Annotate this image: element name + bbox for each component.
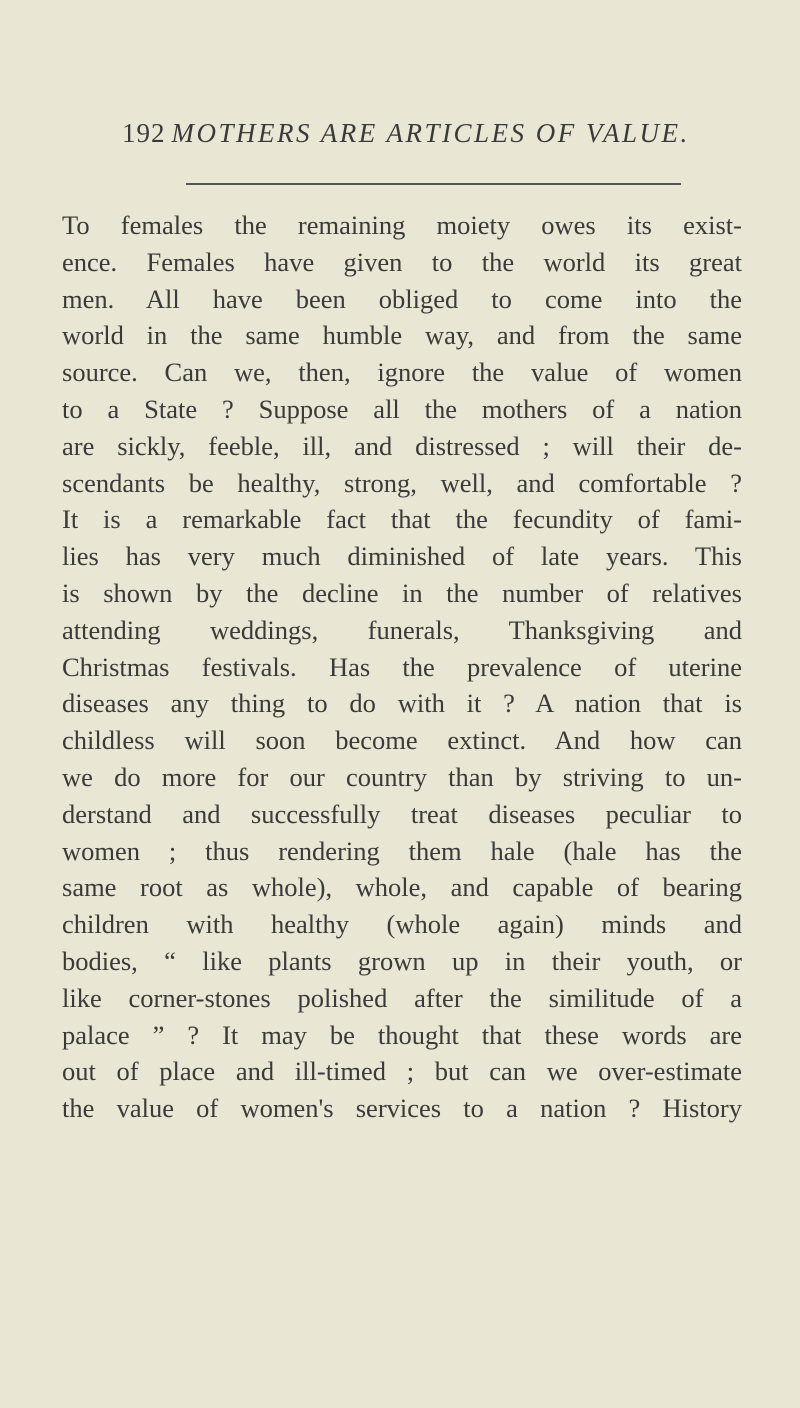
text-line: It is a remarkable fact that the fecundity of fami- (62, 504, 742, 535)
page-number: 192 (122, 118, 166, 148)
text-line: women ; thus rendering them hale (hale has the (62, 835, 742, 866)
body-text (62, 207, 742, 1127)
text-line: scendants be healthy, strong, well, and comfortable ? (62, 467, 742, 498)
text-line: out of place and ill-timed ; but can we over-estimate (62, 1056, 742, 1087)
text-line: the value of women's services to a nation ? History (62, 1093, 742, 1124)
header-rule (186, 183, 681, 185)
text-line: attending weddings, funerals, Thanksgiving and (62, 614, 742, 645)
text-line: palace ” ? It may be thought that these words are (62, 1019, 742, 1050)
text-line: to a State ? Suppose all the mothers of a nation (62, 393, 742, 424)
text-line: Christmas festivals. Has the prevalence of uterine (62, 651, 742, 682)
text-line: are sickly, feeble, ill, and distressed ; will their de- (62, 430, 742, 461)
text-line: we do more for our country than by striving to un- (62, 761, 742, 792)
text-line: ence. Females have given to the world its great (62, 246, 742, 277)
text-line: bodies, “ like plants grown up in their youth, or (62, 945, 742, 976)
text-line: like corner-stones polished after the similitude of a (62, 982, 742, 1013)
text-line: same root as whole), whole, and capable of bearing (62, 872, 742, 903)
text-line: childless will soon become extinct. And how can (62, 725, 742, 756)
text-line: lies has very much diminished of late years. This (62, 541, 742, 572)
text-line: men. All have been obliged to come into the (62, 283, 742, 314)
text-line: To females the remaining moiety owes its exist- (62, 210, 742, 240)
text-line: children with healthy (whole again) minds and (62, 909, 742, 940)
running-title: MOTHERS ARE ARTICLES OF VALUE. (171, 118, 690, 148)
text-line: is shown by the decline in the number of relatives (62, 577, 742, 608)
text-line: derstand and successfully treat diseases peculiar to (62, 798, 742, 829)
text-line: world in the same humble way, and from the same (62, 320, 742, 351)
text-line: source. Can we, then, ignore the value of women (62, 357, 742, 388)
page-header (122, 118, 722, 158)
text-line: diseases any thing to do with it ? A nation that is (62, 688, 742, 719)
